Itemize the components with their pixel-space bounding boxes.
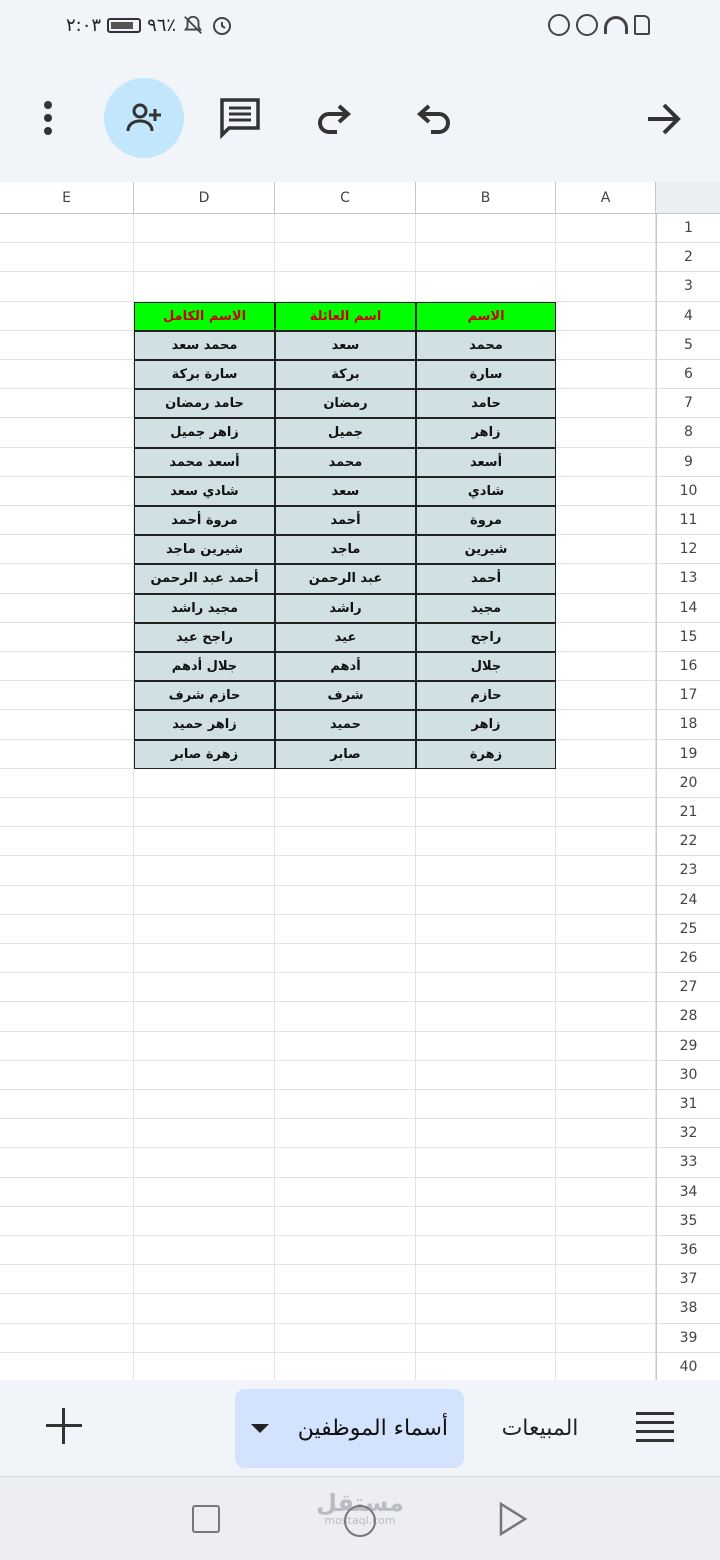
row-header[interactable]: 23 — [656, 856, 720, 885]
cell-b35[interactable] — [416, 1207, 556, 1236]
cell-b40[interactable] — [416, 1353, 556, 1380]
cell-a11[interactable] — [556, 506, 656, 535]
cell-c22[interactable] — [275, 827, 416, 856]
cell-c37[interactable] — [275, 1265, 416, 1294]
row-header[interactable]: 16 — [656, 652, 720, 681]
cell-a2[interactable] — [556, 243, 656, 272]
cell-d3[interactable] — [134, 272, 275, 301]
cell-b4[interactable]: الاسم — [416, 302, 556, 331]
battery-percent: ٩٦٪ — [147, 14, 177, 36]
cell-c16[interactable]: أدهم — [275, 652, 416, 681]
cell-b1[interactable] — [416, 214, 556, 243]
messenger-icon — [576, 14, 598, 36]
cell-e26[interactable] — [0, 944, 134, 973]
cell-a39[interactable] — [556, 1324, 656, 1353]
row-header[interactable]: 33 — [656, 1148, 720, 1177]
cell-e25[interactable] — [0, 915, 134, 944]
row-header[interactable]: 5 — [656, 331, 720, 360]
cell-c38[interactable] — [275, 1294, 416, 1323]
sheet-tab-label: أسماء الموظفين — [297, 1416, 448, 1441]
row-header[interactable]: 10 — [656, 477, 720, 506]
cell-b5[interactable]: محمد — [416, 331, 556, 360]
cell-e5[interactable] — [0, 331, 134, 360]
row-header[interactable]: 11 — [656, 506, 720, 535]
cell-d33[interactable] — [134, 1148, 275, 1177]
row-header[interactable]: 35 — [656, 1207, 720, 1236]
row-header[interactable]: 29 — [656, 1032, 720, 1061]
row-header[interactable]: 9 — [656, 448, 720, 477]
cell-a24[interactable] — [556, 886, 656, 915]
row-header[interactable]: 13 — [656, 564, 720, 593]
row-header[interactable]: 8 — [656, 418, 720, 447]
cell-b10[interactable]: شادي — [416, 477, 556, 506]
cell-e6[interactable] — [0, 360, 134, 389]
cell-b33[interactable] — [416, 1148, 556, 1177]
cell-c25[interactable] — [275, 915, 416, 944]
cell-a35[interactable] — [556, 1207, 656, 1236]
cell-d2[interactable] — [134, 243, 275, 272]
cell-e20[interactable] — [0, 769, 134, 798]
row-header[interactable]: 17 — [656, 681, 720, 710]
cell-d37[interactable] — [134, 1265, 275, 1294]
cell-d30[interactable] — [134, 1061, 275, 1090]
row-header[interactable]: 28 — [656, 1002, 720, 1031]
row-header[interactable]: 37 — [656, 1265, 720, 1294]
cell-e11[interactable] — [0, 506, 134, 535]
cell-b28[interactable] — [416, 1002, 556, 1031]
cell-b20[interactable] — [416, 769, 556, 798]
cell-e12[interactable] — [0, 535, 134, 564]
sheet-tab-sales[interactable]: المبيعات — [501, 1416, 579, 1441]
cell-c39[interactable] — [275, 1324, 416, 1353]
cell-c12[interactable]: ماجد — [275, 535, 416, 564]
cell-c5[interactable]: سعد — [275, 331, 416, 360]
cell-b2[interactable] — [416, 243, 556, 272]
cell-b36[interactable] — [416, 1236, 556, 1265]
cell-c3[interactable] — [275, 272, 416, 301]
chevron-down-icon[interactable] — [251, 1424, 269, 1433]
cell-b39[interactable] — [416, 1324, 556, 1353]
cell-d12[interactable]: شيرين ماجد — [134, 535, 275, 564]
row-header[interactable]: 1 — [656, 214, 720, 243]
row-header[interactable]: 3 — [656, 272, 720, 301]
cell-c14[interactable]: راشد — [275, 594, 416, 623]
cell-b29[interactable] — [416, 1032, 556, 1061]
cell-a10[interactable] — [556, 477, 656, 506]
cell-e24[interactable] — [0, 886, 134, 915]
cell-e32[interactable] — [0, 1119, 134, 1148]
cell-a20[interactable] — [556, 769, 656, 798]
cell-a3[interactable] — [556, 272, 656, 301]
cell-b31[interactable] — [416, 1090, 556, 1119]
cell-e15[interactable] — [0, 623, 134, 652]
cell-c11[interactable]: أحمد — [275, 506, 416, 535]
cell-b15[interactable]: راجح — [416, 623, 556, 652]
cell-c36[interactable] — [275, 1236, 416, 1265]
cell-b21[interactable] — [416, 798, 556, 827]
cell-e30[interactable] — [0, 1061, 134, 1090]
cell-a34[interactable] — [556, 1178, 656, 1207]
cell-d24[interactable] — [134, 886, 275, 915]
cell-d36[interactable] — [134, 1236, 275, 1265]
cell-d35[interactable] — [134, 1207, 275, 1236]
row-header[interactable]: 18 — [656, 710, 720, 739]
cell-e37[interactable] — [0, 1265, 134, 1294]
add-sheet-icon[interactable] — [44, 1406, 84, 1446]
cell-a27[interactable] — [556, 973, 656, 1002]
cell-b27[interactable] — [416, 973, 556, 1002]
cell-a14[interactable] — [556, 594, 656, 623]
cell-a37[interactable] — [556, 1265, 656, 1294]
cell-c34[interactable] — [275, 1178, 416, 1207]
cell-a6[interactable] — [556, 360, 656, 389]
cell-b24[interactable] — [416, 886, 556, 915]
row-header[interactable]: 34 — [656, 1178, 720, 1207]
cell-c23[interactable] — [275, 856, 416, 885]
cell-d39[interactable] — [134, 1324, 275, 1353]
cell-e34[interactable] — [0, 1178, 134, 1207]
cell-a18[interactable] — [556, 710, 656, 739]
battery-icon — [107, 18, 141, 33]
sheet-tab-employees[interactable] — [235, 1389, 464, 1468]
cell-d28[interactable] — [134, 1002, 275, 1031]
cell-a30[interactable] — [556, 1061, 656, 1090]
cell-e2[interactable] — [0, 243, 134, 272]
cell-d6[interactable]: سارة بركة — [134, 360, 275, 389]
undo-icon[interactable] — [410, 96, 456, 142]
cell-c2[interactable] — [275, 243, 416, 272]
cell-d8[interactable]: زاهر جميل — [134, 418, 275, 447]
cell-a32[interactable] — [556, 1119, 656, 1148]
cell-e17[interactable] — [0, 681, 134, 710]
cell-b13[interactable]: أحمد — [416, 564, 556, 593]
column-header-e[interactable]: E — [0, 182, 134, 214]
system-nav-bar — [0, 1476, 720, 1560]
cell-b18[interactable]: زاهر — [416, 710, 556, 739]
cell-b14[interactable]: مجيد — [416, 594, 556, 623]
alarm-icon — [210, 13, 234, 37]
cell-c19[interactable]: صابر — [275, 740, 416, 769]
whatsapp-icon — [548, 14, 570, 36]
cell-e10[interactable] — [0, 477, 134, 506]
cell-d10[interactable]: شادي سعد — [134, 477, 275, 506]
cell-d15[interactable]: راجح عيد — [134, 623, 275, 652]
cell-a4[interactable] — [556, 302, 656, 331]
cell-a15[interactable] — [556, 623, 656, 652]
cell-c27[interactable] — [275, 973, 416, 1002]
cell-e21[interactable] — [0, 798, 134, 827]
cell-a22[interactable] — [556, 827, 656, 856]
row-header[interactable]: 7 — [656, 389, 720, 418]
cell-d20[interactable] — [134, 769, 275, 798]
row-header[interactable]: 2 — [656, 243, 720, 272]
cell-c40[interactable] — [275, 1353, 416, 1380]
cell-a31[interactable] — [556, 1090, 656, 1119]
cell-e39[interactable] — [0, 1324, 134, 1353]
cell-b7[interactable]: حامد — [416, 389, 556, 418]
cell-e9[interactable] — [0, 448, 134, 477]
cell-b9[interactable]: أسعد — [416, 448, 556, 477]
cell-d17[interactable]: حازم شرف — [134, 681, 275, 710]
redo-icon[interactable] — [312, 96, 358, 142]
cell-c33[interactable] — [275, 1148, 416, 1177]
cell-c6[interactable]: بركة — [275, 360, 416, 389]
cell-b34[interactable] — [416, 1178, 556, 1207]
cell-e27[interactable] — [0, 973, 134, 1002]
cell-c26[interactable] — [275, 944, 416, 973]
cell-e36[interactable] — [0, 1236, 134, 1265]
wifi-icon — [604, 16, 628, 34]
cell-d23[interactable] — [134, 856, 275, 885]
cell-a17[interactable] — [556, 681, 656, 710]
cell-d31[interactable] — [134, 1090, 275, 1119]
row-header[interactable]: 36 — [656, 1236, 720, 1265]
row-header[interactable]: 39 — [656, 1324, 720, 1353]
cell-d21[interactable] — [134, 798, 275, 827]
cell-b6[interactable]: سارة — [416, 360, 556, 389]
cell-c7[interactable]: رمضان — [275, 389, 416, 418]
column-header-d[interactable]: D — [134, 182, 275, 214]
cell-c4[interactable]: اسم العائلة — [275, 302, 416, 331]
row-header[interactable]: 30 — [656, 1061, 720, 1090]
cell-b16[interactable]: جلال — [416, 652, 556, 681]
cell-d22[interactable] — [134, 827, 275, 856]
row-header[interactable]: 20 — [656, 769, 720, 798]
cell-d5[interactable]: محمد سعد — [134, 331, 275, 360]
cell-d9[interactable]: أسعد محمد — [134, 448, 275, 477]
cell-b25[interactable] — [416, 915, 556, 944]
cell-e23[interactable] — [0, 856, 134, 885]
cell-e8[interactable] — [0, 418, 134, 447]
cell-d18[interactable]: زاهر حميد — [134, 710, 275, 739]
back-button[interactable] — [498, 1501, 528, 1537]
row-header[interactable]: 38 — [656, 1294, 720, 1323]
toolbar — [0, 56, 720, 182]
cell-d7[interactable]: حامد رمضان — [134, 389, 275, 418]
row-header[interactable]: 32 — [656, 1119, 720, 1148]
bell-off-icon — [182, 14, 204, 36]
cell-d40[interactable] — [134, 1353, 275, 1380]
cell-e3[interactable] — [0, 272, 134, 301]
sim-alert-icon — [634, 15, 650, 35]
add-person-icon — [126, 103, 162, 133]
cell-e13[interactable] — [0, 564, 134, 593]
cell-e4[interactable] — [0, 302, 134, 331]
cell-d13[interactable]: أحمد عبد الرحمن — [134, 564, 275, 593]
row-header[interactable]: 24 — [656, 886, 720, 915]
cell-b12[interactable]: شيرين — [416, 535, 556, 564]
cell-e7[interactable] — [0, 389, 134, 418]
cell-c24[interactable] — [275, 886, 416, 915]
back-arrow-icon[interactable] — [640, 96, 688, 142]
cell-d4[interactable]: الاسم الكامل — [134, 302, 275, 331]
cell-a1[interactable] — [556, 214, 656, 243]
cell-a19[interactable] — [556, 740, 656, 769]
cell-e38[interactable] — [0, 1294, 134, 1323]
recents-button[interactable] — [192, 1505, 220, 1533]
cell-b32[interactable] — [416, 1119, 556, 1148]
cell-e1[interactable] — [0, 214, 134, 243]
sheet-list-menu-icon[interactable] — [636, 1412, 674, 1442]
share-button[interactable] — [104, 78, 184, 158]
cell-a21[interactable] — [556, 798, 656, 827]
cell-b23[interactable] — [416, 856, 556, 885]
row-header[interactable]: 26 — [656, 944, 720, 973]
cell-a29[interactable] — [556, 1032, 656, 1061]
cell-d19[interactable]: زهرة صابر — [134, 740, 275, 769]
cell-a8[interactable] — [556, 418, 656, 447]
cell-d1[interactable] — [134, 214, 275, 243]
cell-d14[interactable]: مجيد راشد — [134, 594, 275, 623]
row-header[interactable]: 40 — [656, 1353, 720, 1380]
sheet-tabs-bar — [0, 1380, 720, 1476]
cell-d16[interactable]: جلال أدهم — [134, 652, 275, 681]
cell-b3[interactable] — [416, 272, 556, 301]
cell-a16[interactable] — [556, 652, 656, 681]
cell-c9[interactable]: محمد — [275, 448, 416, 477]
cell-b11[interactable]: مروة — [416, 506, 556, 535]
row-header[interactable]: 4 — [656, 302, 720, 331]
cell-e40[interactable] — [0, 1353, 134, 1380]
row-header[interactable]: 6 — [656, 360, 720, 389]
cell-e19[interactable] — [0, 740, 134, 769]
cell-c29[interactable] — [275, 1032, 416, 1061]
cell-c30[interactable] — [275, 1061, 416, 1090]
cell-a25[interactable] — [556, 915, 656, 944]
cell-a7[interactable] — [556, 389, 656, 418]
cell-c1[interactable] — [275, 214, 416, 243]
cell-a13[interactable] — [556, 564, 656, 593]
cell-e28[interactable] — [0, 1002, 134, 1031]
cell-a28[interactable] — [556, 1002, 656, 1031]
cell-b19[interactable]: زهرة — [416, 740, 556, 769]
cell-e18[interactable] — [0, 710, 134, 739]
cell-b17[interactable]: حازم — [416, 681, 556, 710]
column-header-a[interactable]: A — [556, 182, 656, 214]
cell-a40[interactable] — [556, 1353, 656, 1380]
cell-a5[interactable] — [556, 331, 656, 360]
status-bar — [0, 0, 720, 56]
cell-c21[interactable] — [275, 798, 416, 827]
cell-d25[interactable] — [134, 915, 275, 944]
cell-d38[interactable] — [134, 1294, 275, 1323]
comment-icon[interactable] — [216, 94, 264, 142]
cell-d26[interactable] — [134, 944, 275, 973]
row-header[interactable]: 22 — [656, 827, 720, 856]
cell-e35[interactable] — [0, 1207, 134, 1236]
status-left — [66, 13, 234, 37]
cell-e29[interactable] — [0, 1032, 134, 1061]
cell-c28[interactable] — [275, 1002, 416, 1031]
cell-b8[interactable]: زاهر — [416, 418, 556, 447]
cell-e16[interactable] — [0, 652, 134, 681]
cell-e33[interactable] — [0, 1148, 134, 1177]
row-header[interactable]: 15 — [656, 623, 720, 652]
cell-c8[interactable]: جميل — [275, 418, 416, 447]
home-button[interactable] — [344, 1505, 376, 1537]
cell-c13[interactable]: عبد الرحمن — [275, 564, 416, 593]
cell-e31[interactable] — [0, 1090, 134, 1119]
row-header[interactable]: 27 — [656, 973, 720, 1002]
cell-c10[interactable]: سعد — [275, 477, 416, 506]
cell-a26[interactable] — [556, 944, 656, 973]
cell-c35[interactable] — [275, 1207, 416, 1236]
row-header[interactable]: 21 — [656, 798, 720, 827]
cell-c31[interactable] — [275, 1090, 416, 1119]
cell-a23[interactable] — [556, 856, 656, 885]
row-header[interactable]: 12 — [656, 535, 720, 564]
cell-c20[interactable] — [275, 769, 416, 798]
cell-b22[interactable] — [416, 827, 556, 856]
row-header[interactable]: 19 — [656, 740, 720, 769]
row-header[interactable]: 31 — [656, 1090, 720, 1119]
cell-b26[interactable] — [416, 944, 556, 973]
status-right — [548, 14, 650, 36]
cell-c18[interactable]: حميد — [275, 710, 416, 739]
cell-d32[interactable] — [134, 1119, 275, 1148]
spreadsheet-grid[interactable] — [0, 182, 720, 1380]
cell-b30[interactable] — [416, 1061, 556, 1090]
cell-a38[interactable] — [556, 1294, 656, 1323]
row-header[interactable]: 25 — [656, 915, 720, 944]
cell-d27[interactable] — [134, 973, 275, 1002]
cell-c15[interactable]: عيد — [275, 623, 416, 652]
cell-c17[interactable]: شرف — [275, 681, 416, 710]
cell-d34[interactable] — [134, 1178, 275, 1207]
watermark: مستقل mostaql.com — [316, 1489, 404, 1527]
clock: ٢:٠٣ — [66, 14, 102, 36]
cell-a33[interactable] — [556, 1148, 656, 1177]
select-all-corner[interactable] — [656, 182, 720, 214]
cell-c32[interactable] — [275, 1119, 416, 1148]
more-vert-icon[interactable] — [30, 94, 66, 142]
cell-a36[interactable] — [556, 1236, 656, 1265]
cell-a12[interactable] — [556, 535, 656, 564]
row-header[interactable]: 14 — [656, 594, 720, 623]
cell-e14[interactable] — [0, 594, 134, 623]
cell-e22[interactable] — [0, 827, 134, 856]
cell-d11[interactable]: مروة أحمد — [134, 506, 275, 535]
cell-b37[interactable] — [416, 1265, 556, 1294]
cell-d29[interactable] — [134, 1032, 275, 1061]
cell-a9[interactable] — [556, 448, 656, 477]
cell-b38[interactable] — [416, 1294, 556, 1323]
column-header-c[interactable]: C — [275, 182, 416, 214]
column-header-b[interactable]: B — [416, 182, 556, 214]
